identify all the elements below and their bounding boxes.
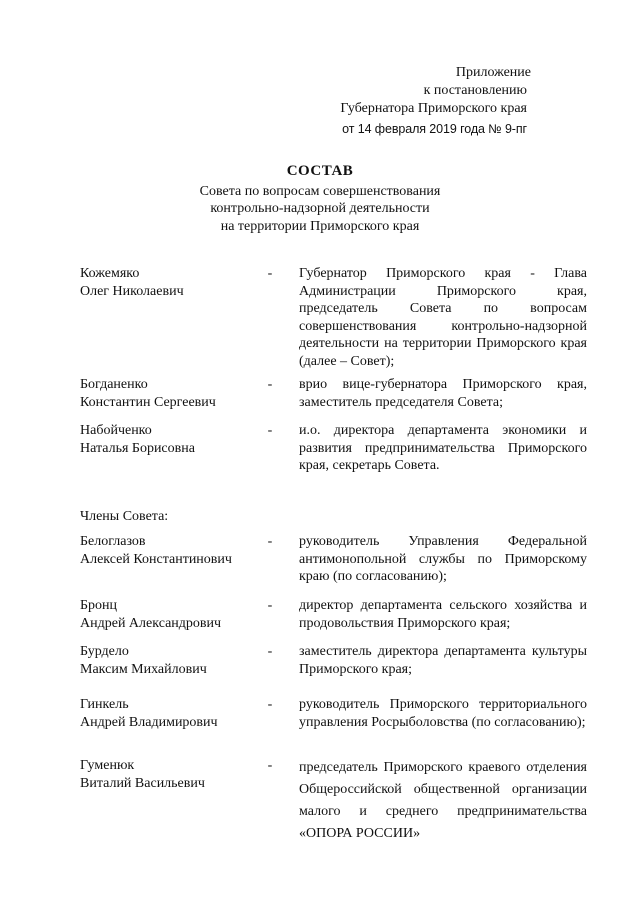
heading-line-1: Совета по вопросам совершенствования bbox=[199, 183, 441, 199]
member-role: и.о. директора департамента экономики и развития предпринимательства Приморского края, секретарь Совета. bbox=[299, 423, 587, 474]
member-given-name: Андрей Александрович bbox=[80, 615, 222, 631]
member-role: заместитель директора департамента культуры Приморского края; bbox=[299, 644, 587, 677]
member-role: руководитель Приморского территориального управления Росрыболовства (по согласованию); bbox=[299, 697, 587, 730]
separator-dash: - bbox=[267, 534, 273, 549]
separator-dash: - bbox=[267, 697, 273, 712]
members-section-label: Члены Совета: bbox=[80, 509, 169, 524]
member-surname: Богданенко bbox=[80, 377, 148, 392]
member-name bbox=[80, 265, 260, 300]
member-name bbox=[80, 422, 260, 457]
appendix-issuer: Губернатора Приморского края bbox=[340, 101, 527, 116]
member-given-name: Константин Сергеевич bbox=[80, 394, 216, 410]
heading-line-3: на территории Приморского края bbox=[220, 218, 420, 234]
member-given-name: Виталий Васильевич bbox=[80, 775, 205, 791]
member-name bbox=[80, 533, 260, 568]
member-role: врио вице-губернатора Приморского края, заместитель председателя Совета; bbox=[299, 377, 587, 410]
appendix-reference: к постановлению bbox=[423, 83, 527, 98]
member-name bbox=[80, 696, 260, 731]
member-given-name: Алексей Константинович bbox=[80, 551, 232, 567]
separator-dash: - bbox=[267, 758, 273, 773]
document-title: СОСТАВ bbox=[286, 163, 354, 179]
appendix-block bbox=[267, 64, 531, 138]
member-role: директор департамента сельского хозяйства и продовольствия Приморского края; bbox=[299, 598, 587, 631]
member-name bbox=[80, 643, 260, 678]
member-given-name: Максим Михайлович bbox=[80, 661, 207, 677]
member-name bbox=[80, 757, 260, 792]
member-surname: Бурдело bbox=[80, 644, 129, 659]
separator-dash: - bbox=[267, 423, 273, 438]
member-role: председатель Приморского краевого отделения Общероссийской общественной организации малого и среднего предпринимательства «ОПОРА РОССИИ» bbox=[299, 760, 587, 841]
member-role: руководитель Управления Федеральной антимонопольной службы по Приморскому краю (по согласованию); bbox=[299, 534, 587, 585]
member-given-name: Наталья Борисовна bbox=[80, 440, 195, 456]
member-surname: Набойченко bbox=[80, 423, 152, 438]
member-surname: Гинкель bbox=[80, 697, 129, 712]
document-heading bbox=[0, 163, 640, 235]
appendix-title: Приложение bbox=[455, 65, 531, 80]
separator-dash: - bbox=[267, 377, 273, 392]
member-given-name: Андрей Владимирович bbox=[80, 714, 218, 730]
separator-dash: - bbox=[267, 598, 273, 613]
separator-dash: - bbox=[267, 644, 273, 659]
member-role: Губернатор Приморского края - Глава Администрации Приморского края, председатель Совета по вопросам совершенствования контрольно-надзорной деятельности на территории Приморского края (далее – Совет); bbox=[299, 266, 587, 369]
member-given-name: Олег Николаевич bbox=[80, 283, 184, 299]
member-surname: Белоглазов bbox=[80, 534, 146, 549]
member-surname: Бронц bbox=[80, 598, 118, 613]
member-name bbox=[80, 376, 260, 411]
member-surname: Кожемяко bbox=[80, 266, 140, 281]
heading-line-2: контрольно-надзорной деятельности bbox=[210, 201, 430, 216]
member-name bbox=[80, 597, 260, 632]
appendix-date-stamp: от 14 февраля 2019 года № 9-пг bbox=[342, 122, 527, 136]
separator-dash: - bbox=[267, 266, 273, 281]
member-surname: Гуменюк bbox=[80, 758, 135, 773]
